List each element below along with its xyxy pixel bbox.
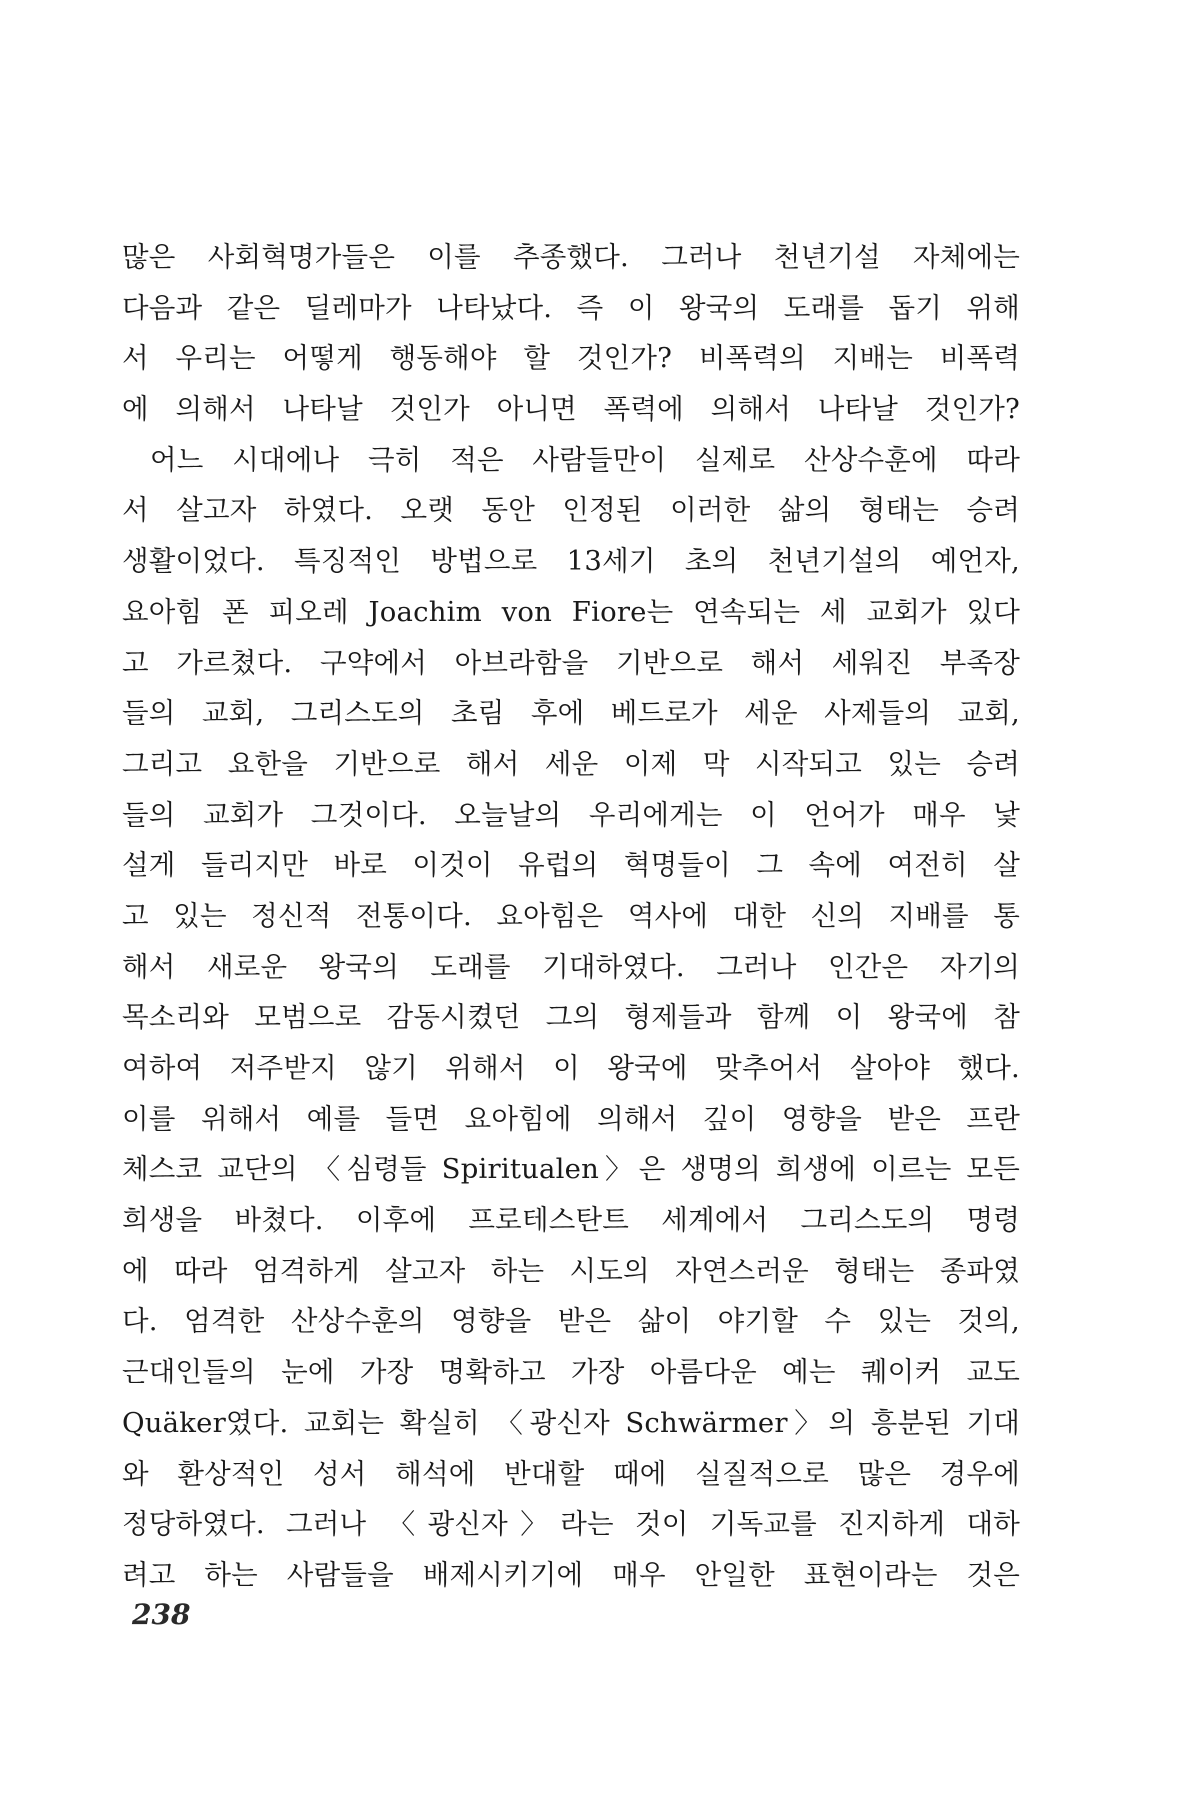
text-line: 근대인들의 눈에 가장 명확하고 가장 아름다운 예는 퀘이커 교도 [122, 1356, 1020, 1389]
text-line: Quäker였다. 교회는 확실히 〈광신자 Schwärmer〉의 흥분된 기대 [122, 1406, 1020, 1439]
text-line: 고 가르쳤다. 구약에서 아브라함을 기반으로 해서 세워진 부족장 [122, 646, 1020, 679]
text-line: 희생을 바쳤다. 이후에 프로테스탄트 세계에서 그리스도의 명령 [122, 1204, 1020, 1237]
body-text [122, 232, 1020, 1601]
text-line: 다. 엄격한 산상수훈의 영향을 받은 삶이 야기할 수 있는 것의, [122, 1305, 1020, 1338]
text-line: 와 환상적인 성서 해석에 반대할 때에 실질적으로 많은 경우에 [122, 1457, 1020, 1490]
text-line: 서 우리는 어떻게 행동해야 할 것인가? 비폭력의 지배는 비폭력 [122, 342, 1020, 375]
text-line: 에 따라 엄격하게 살고자 하는 시도의 자연스러운 형태는 종파였 [122, 1254, 1020, 1287]
text-line: 서 살고자 하였다. 오랫 동안 인정된 이러한 삶의 형태는 승려 [122, 494, 1020, 527]
text-line: 에 의해서 나타날 것인가 아니면 폭력에 의해서 나타날 것인가? [122, 393, 1020, 426]
text-line: 들의 교회가 그것이다. 오늘날의 우리에게는 이 언어가 매우 낯 [122, 798, 1020, 831]
text-line: 체스코 교단의 〈심령들 Spiritualen〉은 생명의 희생에 이르는 모든 [122, 1153, 1020, 1186]
text-line: 다음과 같은 딜레마가 나타났다. 즉 이 왕국의 도래를 돕기 위해 [122, 291, 1020, 324]
text-line: 어느 시대에나 극히 적은 사람들만이 실제로 산상수훈에 따라 [150, 443, 1020, 476]
text-line: 려고 하는 사람들을 배제시키기에 매우 안일한 표현이라는 것은 [122, 1558, 1020, 1591]
text-line: 많은 사회혁명가들은 이를 추종했다. 그러나 천년기설 자체에는 [122, 241, 1020, 273]
text-line: 요아힘 폰 피오레 Joachim von Fiore는 연속되는 세 교회가 있다 [122, 595, 1020, 628]
text-line: 설게 들리지만 바로 이것이 유럽의 혁명들이 그 속에 여전히 살 [122, 849, 1020, 882]
text-line: 여하여 저주받지 않기 위해서 이 왕국에 맞추어서 살아야 했다. [122, 1052, 1020, 1084]
text-line: 생활이었다. 특징적인 방법으로 13세기 초의 천년기설의 예언자, [122, 545, 1020, 578]
text-line: 들의 교회, 그리스도의 초림 후에 베드로가 세운 사제들의 교회, [122, 697, 1020, 730]
text-line: 고 있는 정신적 전통이다. 요아힘은 역사에 대한 신의 지배를 통 [122, 899, 1020, 932]
text-line: 그리고 요한을 기반으로 해서 세운 이제 막 시작되고 있는 승려 [122, 747, 1020, 780]
text-line: 정당하였다. 그러나 〈광신자〉라는 것이 기독교를 진지하게 대하 [122, 1508, 1020, 1541]
text-line: 이를 위해서 예를 들면 요아힘에 의해서 깊이 영향을 받은 프란 [122, 1102, 1020, 1135]
text-line: 해서 새로운 왕국의 도래를 기대하였다. 그러나 인간은 자기의 [122, 950, 1020, 983]
page-number: 238 [132, 1598, 191, 1631]
text-line: 목소리와 모범으로 감동시켰던 그의 형제들과 함께 이 왕국에 참 [122, 1001, 1020, 1034]
